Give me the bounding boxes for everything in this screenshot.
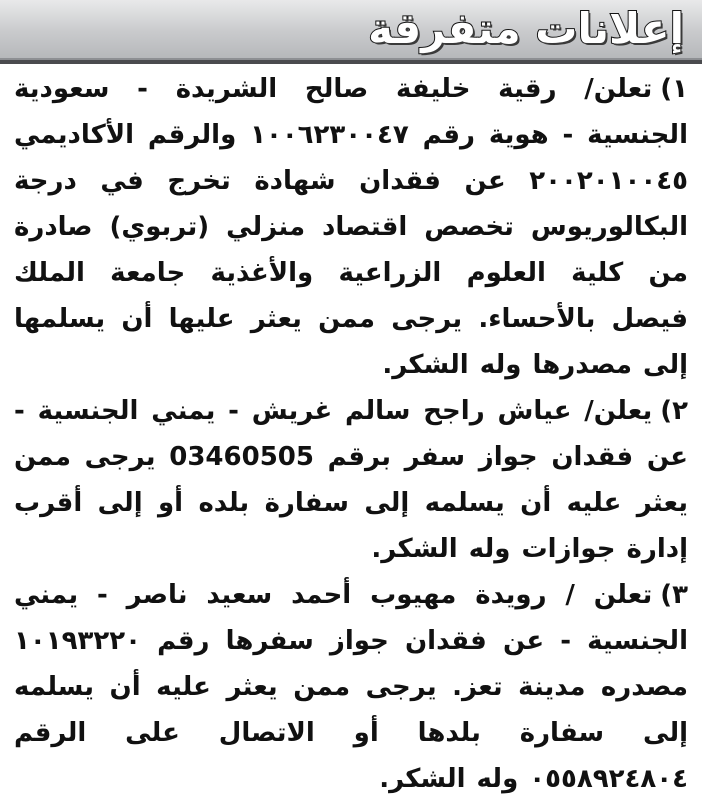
ads-list [14,66,688,802]
ad-item-1 [14,66,688,388]
page-title: إعلانات متفرقة [368,4,684,53]
ad-number: ٣) [660,580,688,610]
ad-text: تعلن/ رقية خليفة صالح الشريدة - سعودية الجنسية - هوية رقم ١٠٠٦٢٣٠٠٤٧ والرقم الأكاديمي ٢٠٠٢٠١٠٠٤٥ عن فقدان شهادة تخرج في درجة البكالوريوس تخصص اقتصاد منزلي (تربوي) صادرة من كلية العلوم الزراعية والأغذية جامعة الملك فيصل بالأحساء. يرجى ممن يعثر عليها أن يسلمها إلى مصدرها وله الشكر. [14,74,688,380]
ad-number: ١) [660,74,688,104]
ad-text: تعلن / رويدة مهيوب أحمد سعيد ناصر - يمني الجنسية - عن فقدان جواز سفرها رقم ١٠١٩٣٢٢٠ مصدره مدينة تعز. يرجى ممن يعثر عليه أن يسلمه إلى سفارة بلدها أو الاتصال على الرقم ٠٥٥٨٩٢٤٨٠٤ وله الشكر. [14,580,688,794]
header-band [0,0,702,60]
ad-item-2 [14,388,688,572]
header-divider [0,60,702,64]
ad-text: يعلن/ عياش راجح سالم غريش - يمني الجنسية - عن فقدان جواز سفر برقم 03460505 يرجى ممن يعثر عليه أن يسلمه إلى سفارة بلده أو إلى أقرب إدارة جوازات وله الشكر. [14,396,689,564]
ad-item-3 [14,572,688,802]
ad-number: ٢) [660,396,688,426]
